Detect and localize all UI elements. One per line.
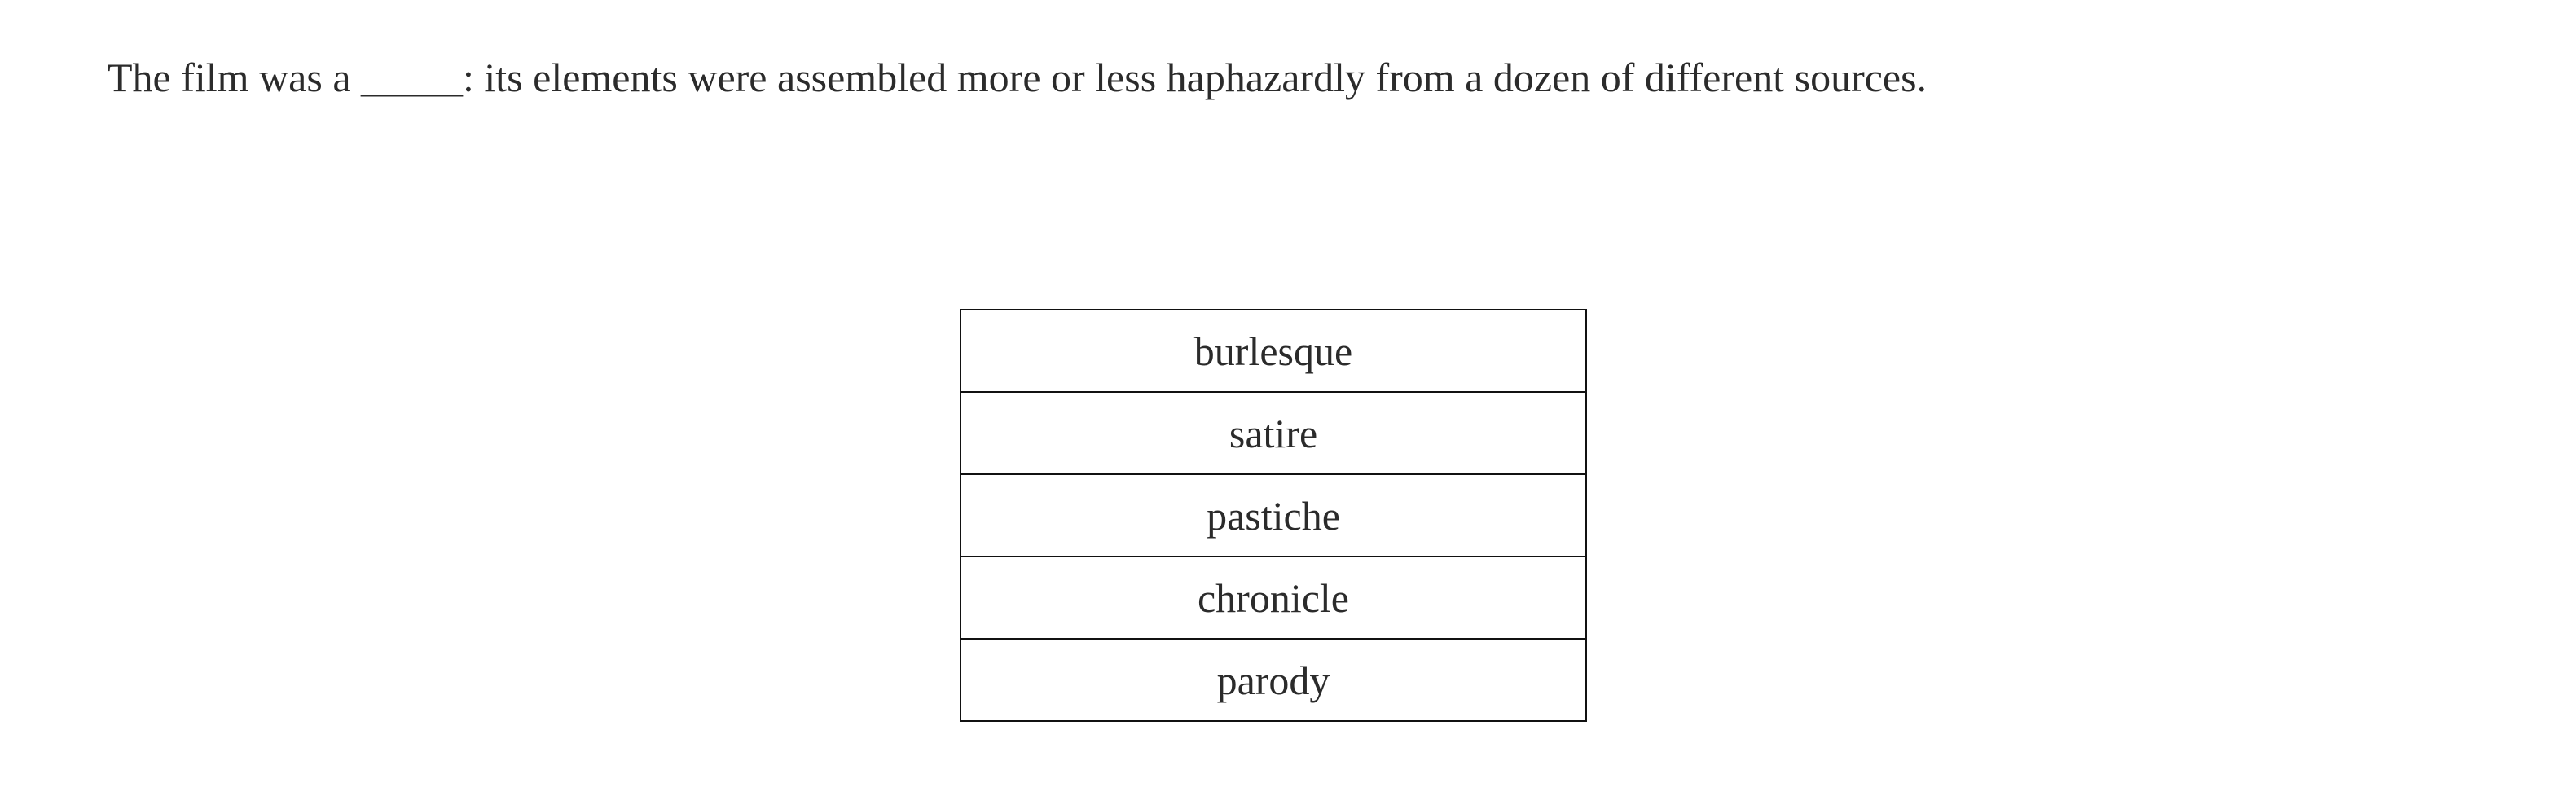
option-row (961, 557, 1586, 639)
answer-options (960, 309, 1587, 722)
option-chronicle[interactable]: chronicle (961, 557, 1586, 639)
question-text: The film was a _____: its elements were assembled more or less haphazardly from a dozen of different sources. (108, 55, 1928, 100)
option-row (961, 474, 1586, 557)
option-row (961, 310, 1586, 392)
option-satire[interactable]: satire (961, 392, 1586, 474)
option-burlesque[interactable]: burlesque (961, 310, 1586, 392)
option-row (961, 392, 1586, 474)
option-row (961, 639, 1586, 721)
option-parody[interactable]: parody (961, 639, 1586, 721)
option-pastiche[interactable]: pastiche (961, 474, 1586, 557)
